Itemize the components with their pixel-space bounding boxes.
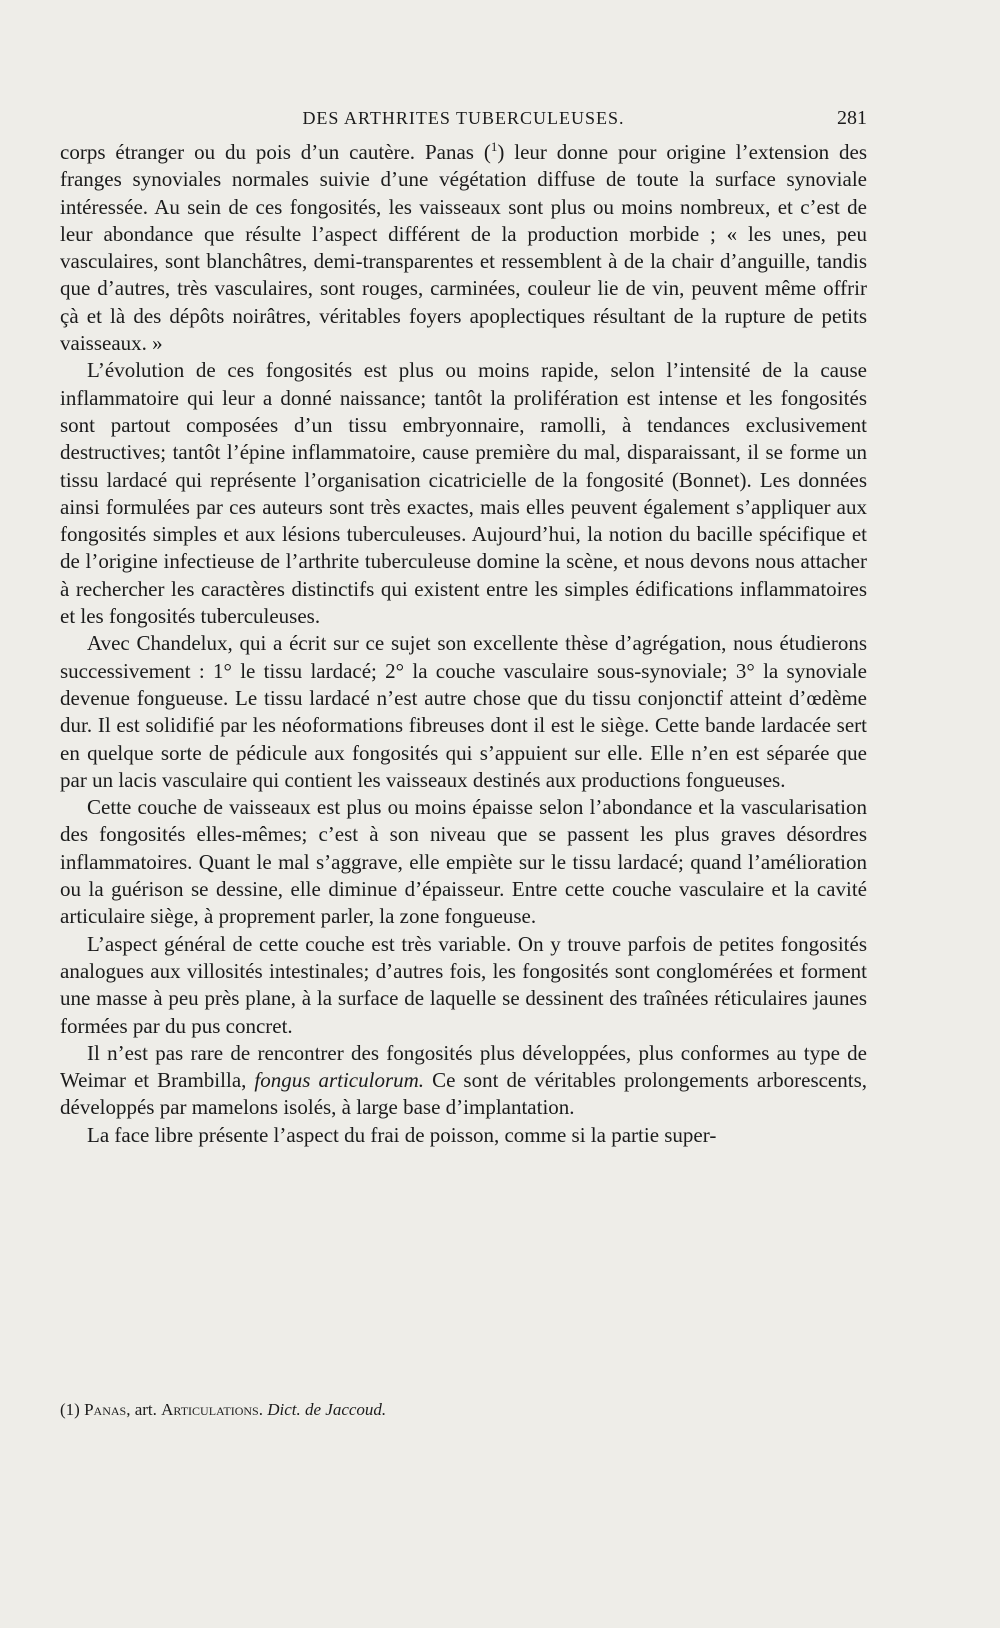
paragraph-5: L’aspect général de cette couche est très variable. On y trouve parfois de petites fongosités analogues aux villosités intestinales; d’autres fois, les fongosités sont conglomérées et forment une masse à peu près plane, à la surface de laquelle se dessinent des traînées réticulaires jaunes formées par du pus concret.: [60, 931, 867, 1038]
paragraph-6-text-b: Ce sont de véritables prolongements arborescents, développés par mamelons isolés, à large base d’implantation.: [60, 1068, 868, 1120]
paragraph-1: [60, 139, 867, 357]
footnote-source: Dict. de Jaccoud.: [267, 1400, 387, 1419]
paragraph-1-text-b: ) leur donne pour origine l’extension des franges synoviales normales suivie d’une végétation diffuse de toute la surface synoviale intéressée. Au sein de ces fongosités, les vaisseaux sont plus ou moins nombreux, et c’est de leur abondance que résulte l’aspect différent de la production morbide ; « les unes, peu vasculaires, sont blanchâtres, demi-transparentes et ressemblent à de la chair d’anguille, tandis que d’autres, très vasculaires, sont rouges, carminées, couleur lie de vin, peuvent même offrir çà et là des dépôts noirâtres, véritables foyers apoplectiques résultant de la rupture de petits vaisseaux. »: [60, 140, 867, 356]
paragraph-6: [60, 1040, 867, 1122]
footnote: [60, 1398, 867, 1422]
page-number: 281: [837, 107, 867, 129]
running-title: DES ARTHRITES TUBERCULEUSES.: [302, 108, 625, 128]
paragraph-4: Cette couche de vaisseaux est plus ou moins épaisse selon l’abondance et la vascularisation des fongosités elles-mêmes; c’est à son niveau que se passent les plus graves désordres inflammatoires. Quant le mal s’aggrave, elle empiète sur le tissu lardacé; quand l’amélioration ou la guérison se dessine, elle diminue d’épaisseur. Entre cette couche vasculaire et la cavité articulaire siège, à proprement parler, la zone fongueuse.: [60, 795, 867, 929]
footnote-marker: (1): [60, 1400, 80, 1419]
paragraph-7: La face libre présente l’aspect du frai de poisson, comme si la partie super-: [87, 1122, 717, 1147]
footnote-separator-2: .: [258, 1400, 268, 1419]
paragraph-3: Avec Chandelux, qui a écrit sur ce sujet son excellente thèse d’agrégation, nous étudierons successivement : 1° le tissu lardacé; 2° la couche vasculaire sous-synoviale; 3° la synoviale devenue fongueuse. Le tissu lardacé n’est autre chose que du tissu conjonctif atteint d’œdème dur. Il est solidifié par les néoformations fibreuses dont il est le siège. Cette bande lardacée sert en quelque sorte de pédicule aux fongosités qui s’appuient sur elle. Elle n’en est séparée que par un lacis vasculaire qui contient les vaisseaux destinés aux productions fongueuses.: [60, 631, 867, 792]
page-header: [60, 106, 867, 136]
footnote-reference: 1: [490, 139, 498, 154]
footnote-article: Articulations: [161, 1400, 259, 1419]
paragraph-6-latin-term: fongus articulorum.: [254, 1068, 425, 1093]
footnote-author: Panas: [84, 1400, 127, 1419]
paragraph-2: L’évolution de ces fongosités est plus ou moins rapide, selon l’intensité de la cause inflammatoire qui leur a donné naissance; tantôt la prolifération est intense et les fongosités sont partout composées d’un tissu embryonnaire, ramolli, à tendances exclusivement destructives; tantôt l’épine inflammatoire, cause première du mal, disparaissant, il se forme un tissu lardacé qui représente l’organisation cicatricielle de la fongosité (Bonnet). Les données ainsi formulées par ces auteurs sont très exactes, mais elles peuvent également s’appliquer aux fongosités simples et aux lésions tuberculeuses. Aujourd’hui, la notion du bacille spécifique et de l’origine infectieuse de l’arthrite tuberculeuse domine la scène, et nous devons nous attacher à rechercher les caractères distinctifs qui existent entre les simples édifications inflammatoires et les fongosités tuberculeuses.: [60, 358, 867, 629]
paragraph-1-text-a: corps étranger ou du pois d’un cautère. Panas (: [60, 140, 491, 164]
paragraph-6-text-a: Il n’est pas rare de rencontrer des fongosités plus développées, plus conformes au type de Weimar et Brambilla,: [60, 1040, 867, 1093]
body-text: [60, 139, 867, 1149]
footnote-separator-1: , art.: [126, 1400, 162, 1419]
